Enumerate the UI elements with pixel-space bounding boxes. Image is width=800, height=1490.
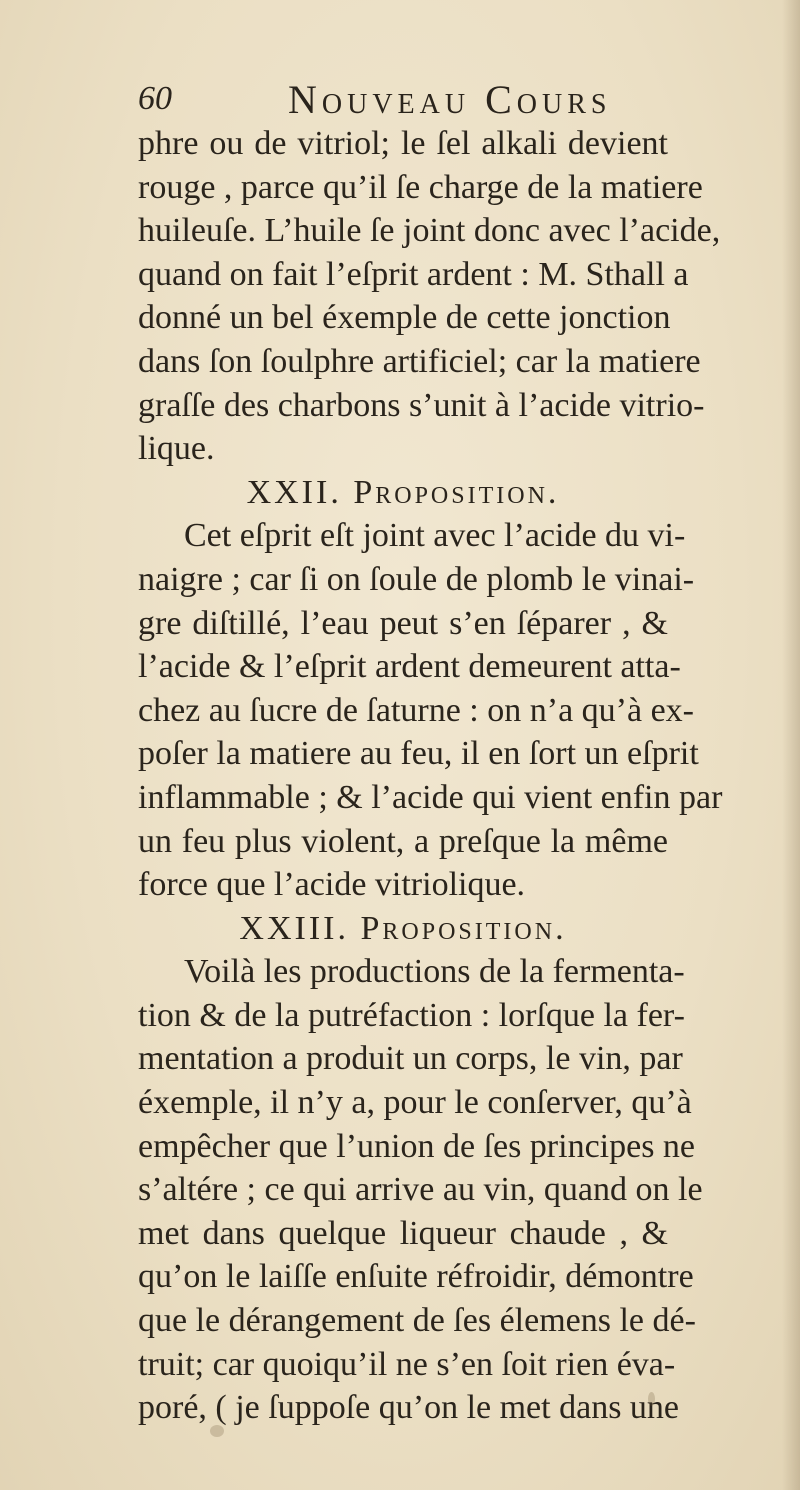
text-line: inflammable ; & l’acide qui vient enfin par	[138, 778, 723, 816]
text-line: Voilà les productions de la fermenta-	[184, 953, 685, 991]
text-line: poſer la matiere au feu, il en ſort un eſprit	[138, 735, 699, 773]
text-line: que le dérangement de ſes élemens le dé-	[138, 1302, 696, 1340]
running-title: Nouveau Cours	[288, 77, 612, 122]
page-number: 60	[138, 80, 172, 117]
text-line: Cet eſprit eſt joint avec l’acide du vi-	[184, 517, 686, 555]
ink-blot	[210, 1425, 224, 1437]
text-line: dans ſon ſoulphre artificiel; car la matiere	[138, 342, 701, 380]
text-line: chez au ſucre de ſaturne : on n’a qu’à ex-	[138, 691, 694, 729]
text-line: quand on fait l’eſprit ardent : M. Sthall a	[138, 255, 689, 293]
text-line: donné un bel éxemple de cette jonction	[138, 299, 671, 337]
text-line: lique.	[138, 430, 215, 468]
text-line: s’altére ; ce qui arrive au vin, quand on le	[138, 1171, 703, 1209]
ink-blot	[648, 1392, 655, 1406]
text-line: mentation a produit un corps, le vin, par	[138, 1040, 683, 1078]
text-line: qu’on le laiſſe enſuite réfroidir, démontre	[138, 1258, 694, 1296]
page-edge-shadow	[782, 0, 800, 1490]
text-line: phre ou de vitriol; le ſel alkali devient	[138, 125, 668, 162]
text-line: l’acide & l’eſprit ardent demeurent atta-	[138, 648, 681, 686]
body-text	[138, 122, 723, 1430]
section-heading: XXII. Proposition.	[246, 473, 560, 511]
text-line: graſſe des charbons s’unit à l’acide vitrio-	[138, 386, 705, 424]
text-line: empêcher que l’union de ſes principes ne	[138, 1127, 696, 1165]
text-line: met dans quelque liqueur chaude , &	[138, 1214, 668, 1252]
text-line: un feu plus violent, a preſque la même	[138, 822, 668, 860]
text-line: truit; car quoiqu’il ne s’en ſoit rien éva-	[138, 1345, 676, 1383]
text-line: huileuſe. L’huile ſe joint donc avec l’acide,	[138, 212, 721, 250]
page-header	[138, 76, 678, 126]
text-line: naigre ; car ſi on ſoule de plomb le vinai-	[138, 560, 695, 598]
text-line: rouge , parce qu’il ſe charge de la matiere	[138, 168, 703, 206]
text-line: poré, ( je ſuppoſe qu’on le met dans une	[138, 1389, 680, 1427]
text-line: tion & de la putréfaction : lorſque la fer-	[138, 996, 685, 1034]
text-line: gre diſtillé, l’eau peut s’en ſéparer , &	[138, 604, 668, 642]
text-line: force que l’acide vitriolique.	[138, 866, 526, 904]
section-heading: XXIII. Proposition.	[239, 909, 567, 947]
text-line: éxemple, il n’y a, pour le conſerver, qu’à	[138, 1084, 692, 1122]
